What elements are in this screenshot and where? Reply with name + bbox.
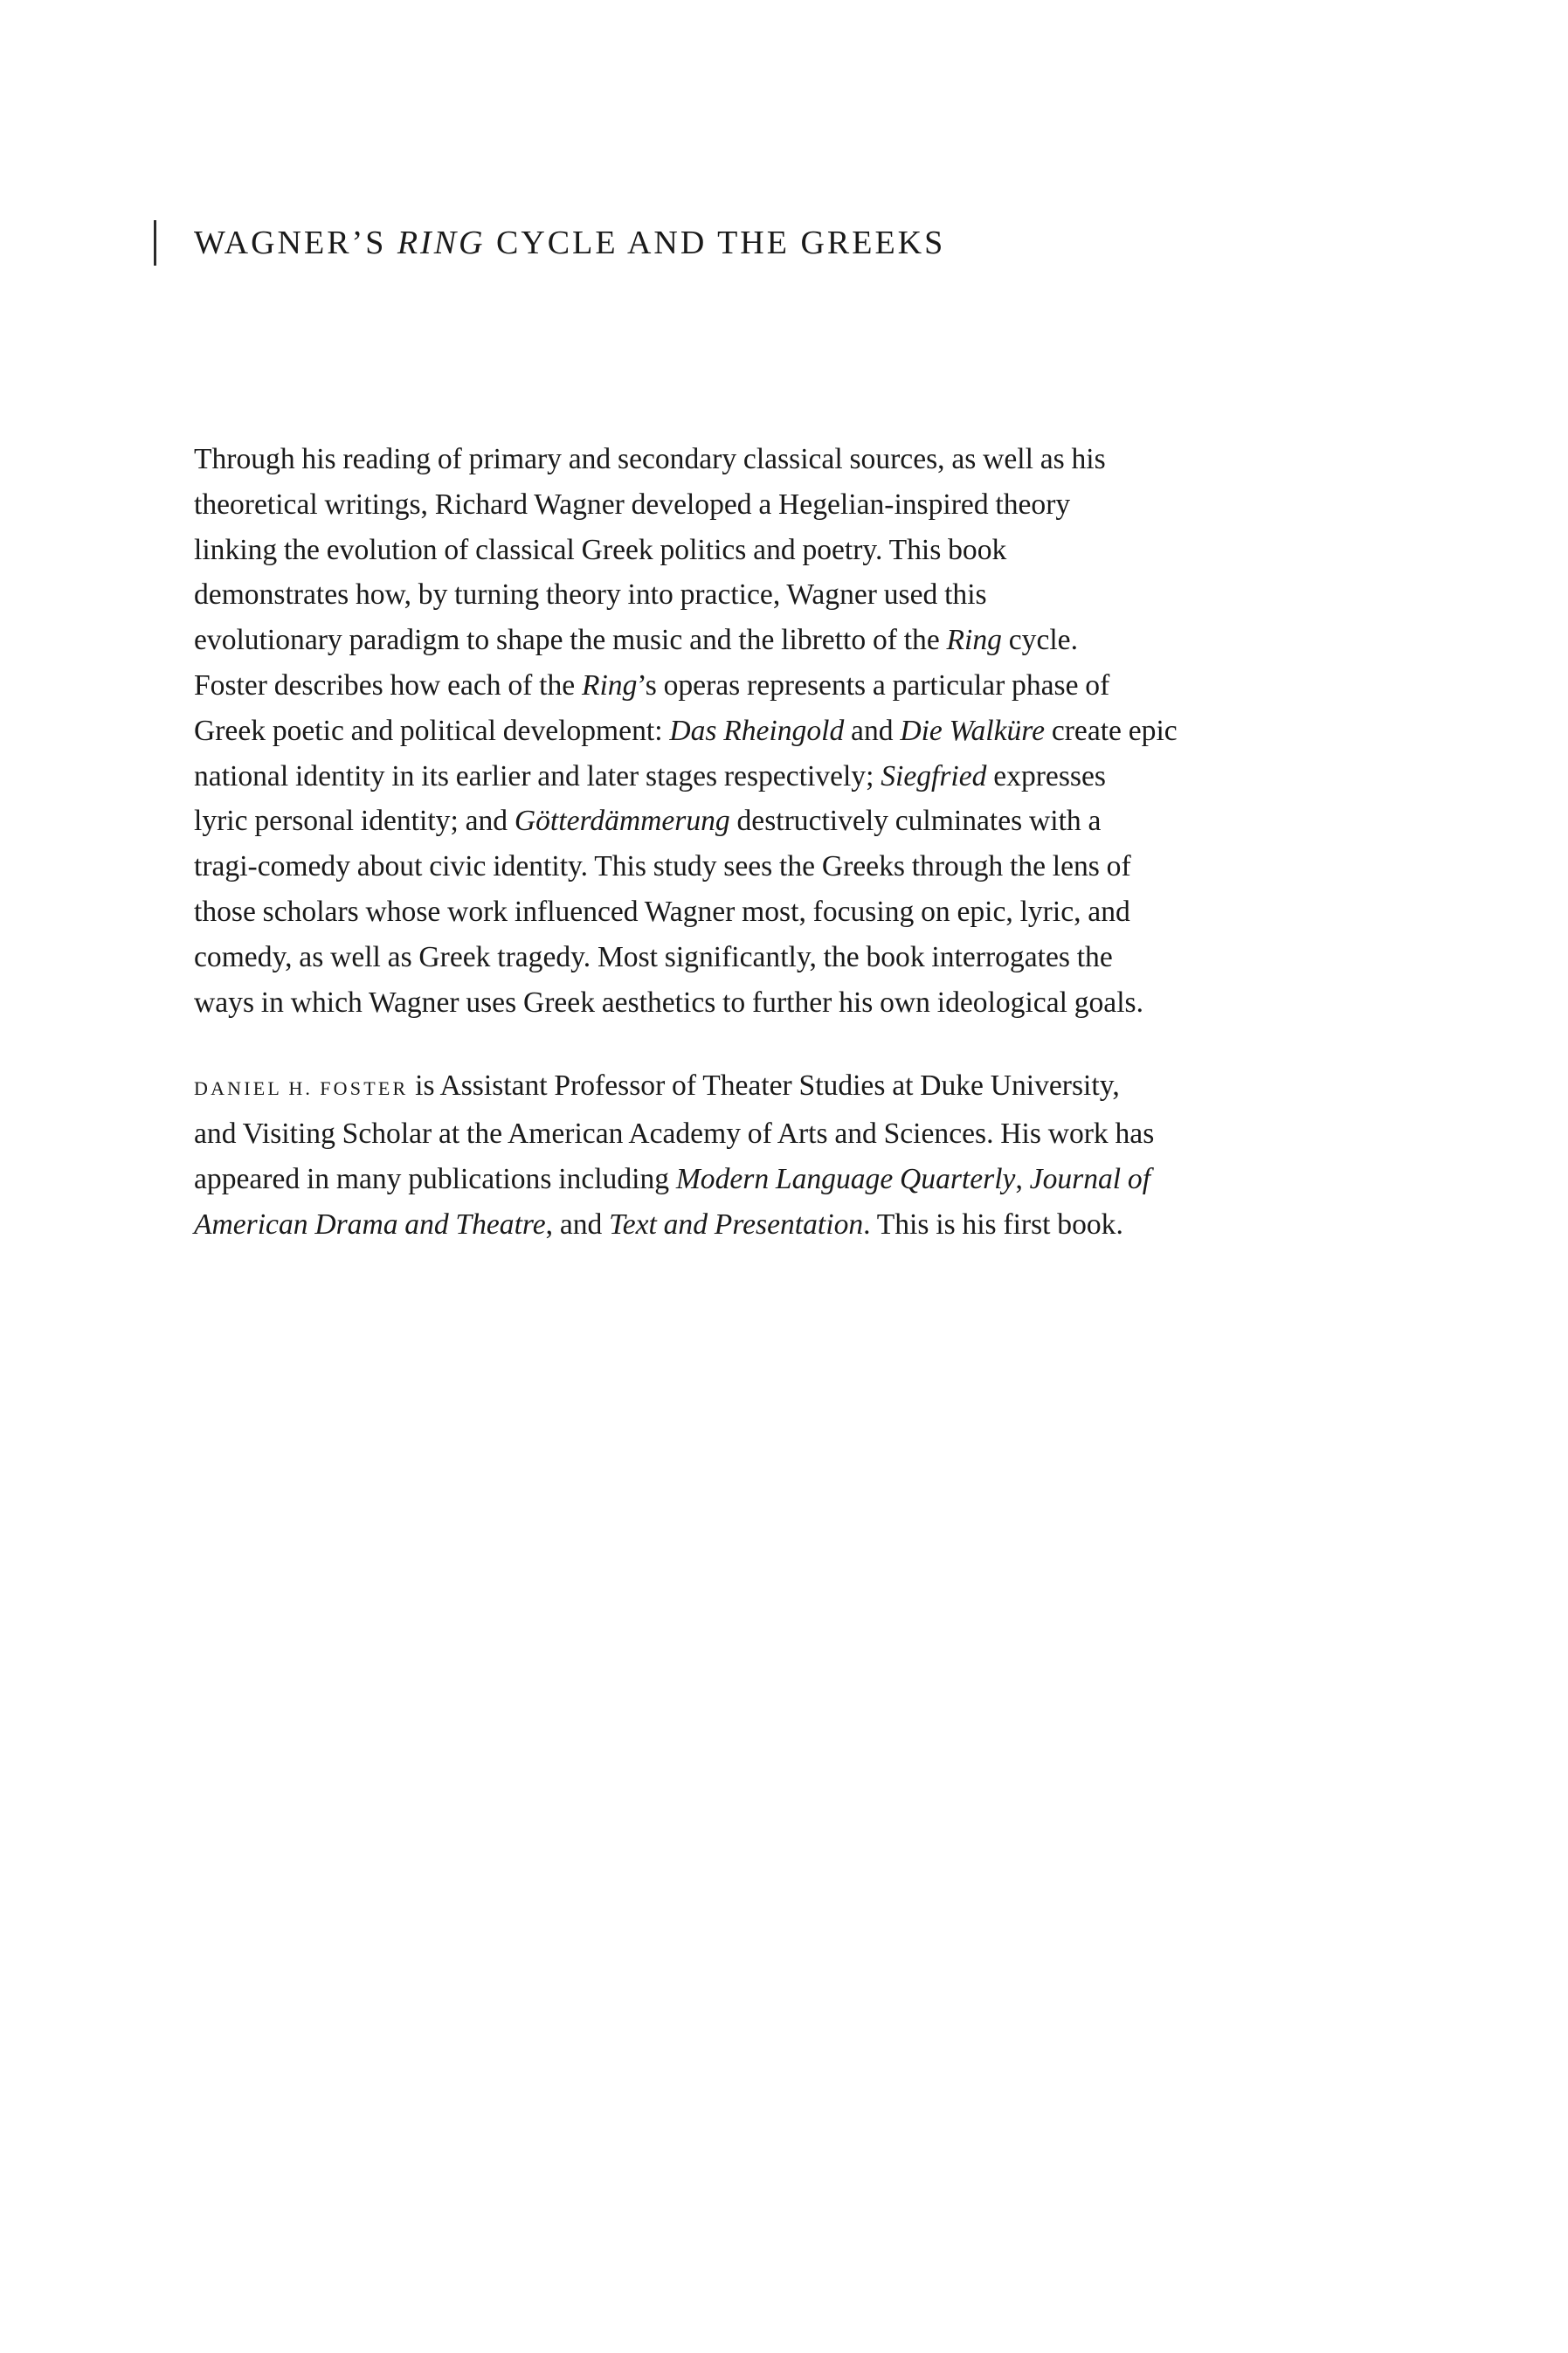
title-rule xyxy=(154,220,156,266)
description-paragraph xyxy=(194,437,1277,1025)
italic-title: Journal of xyxy=(1029,1162,1151,1195)
description-line: Through his reading of primary and secondary classical sources, as well as his xyxy=(194,443,1106,475)
description-line: demonstrates how, by turning theory into practice, Wagner used this xyxy=(194,578,987,612)
description-line: those scholars whose work influenced Wagner most, focusing on epic, lyric, and xyxy=(194,895,1130,928)
italic-title: American Drama and Theatre xyxy=(194,1208,546,1241)
description-line: evolutionary paradigm to shape the music and the libretto of the Ring cycle. xyxy=(194,624,1078,657)
italic-title: Ring xyxy=(581,668,638,702)
description-line: theoretical writings, Richard Wagner developed a Hegelian-inspired theory xyxy=(194,488,1071,521)
body-text xyxy=(194,437,1277,1248)
description-line: linking the evolution of classical Greek politics and poetry. This book xyxy=(194,533,1007,566)
author-name: DANIEL H. FOSTER xyxy=(194,1077,409,1100)
bio-line: and Visiting Scholar at the American Academy of Arts and Sciences. His work has xyxy=(194,1118,1155,1151)
description-line: comedy, as well as Greek tragedy. Most significantly, the book interrogates the xyxy=(194,940,1113,973)
italic-title: Modern Language Quarterly xyxy=(675,1162,1016,1195)
title-italic: RING xyxy=(397,225,486,261)
italic-title: Götterdämmerung xyxy=(514,805,730,838)
italic-title: Ring xyxy=(946,624,1002,657)
italic-title: Das Rheingold xyxy=(669,714,845,747)
author-bio-paragraph xyxy=(194,1063,1277,1247)
description-line: ways in which Wagner uses Greek aesthetics to further his own ideological goals. xyxy=(194,986,1144,1019)
bio-line: appeared in many publications including Modern Language Quarterly, Journal of xyxy=(194,1162,1151,1195)
bio-line: American Drama and Theatre, and Text and Presentation. This is his first book. xyxy=(194,1208,1123,1241)
description-line: Foster describes how each of the Ring’s operas represents a particular phase of xyxy=(194,668,1110,702)
description-line: national identity in its earlier and later stages respectively; Siegfried expresses xyxy=(194,759,1106,792)
description-line: lyric personal identity; and Götterdämmerung destructively culminates with a xyxy=(194,805,1102,838)
italic-title: Die Walküre xyxy=(900,714,1046,747)
description-line: Greek poetic and political development: Das Rheingold and Die Walküre create epic xyxy=(194,714,1178,747)
bio-line: DANIEL H. FOSTER is Assistant Professor of Theater Studies at Duke University, xyxy=(194,1069,1120,1103)
title-suffix: CYCLE AND THE GREEKS xyxy=(485,225,946,261)
book-title xyxy=(194,220,945,266)
description-line: tragi-comedy about civic identity. This study sees the Greeks through the lens of xyxy=(194,850,1131,883)
italic-title: Text and Presentation xyxy=(609,1208,864,1241)
italic-title: Siegfried xyxy=(881,759,987,792)
title-prefix: WAGNER’S xyxy=(194,225,397,261)
